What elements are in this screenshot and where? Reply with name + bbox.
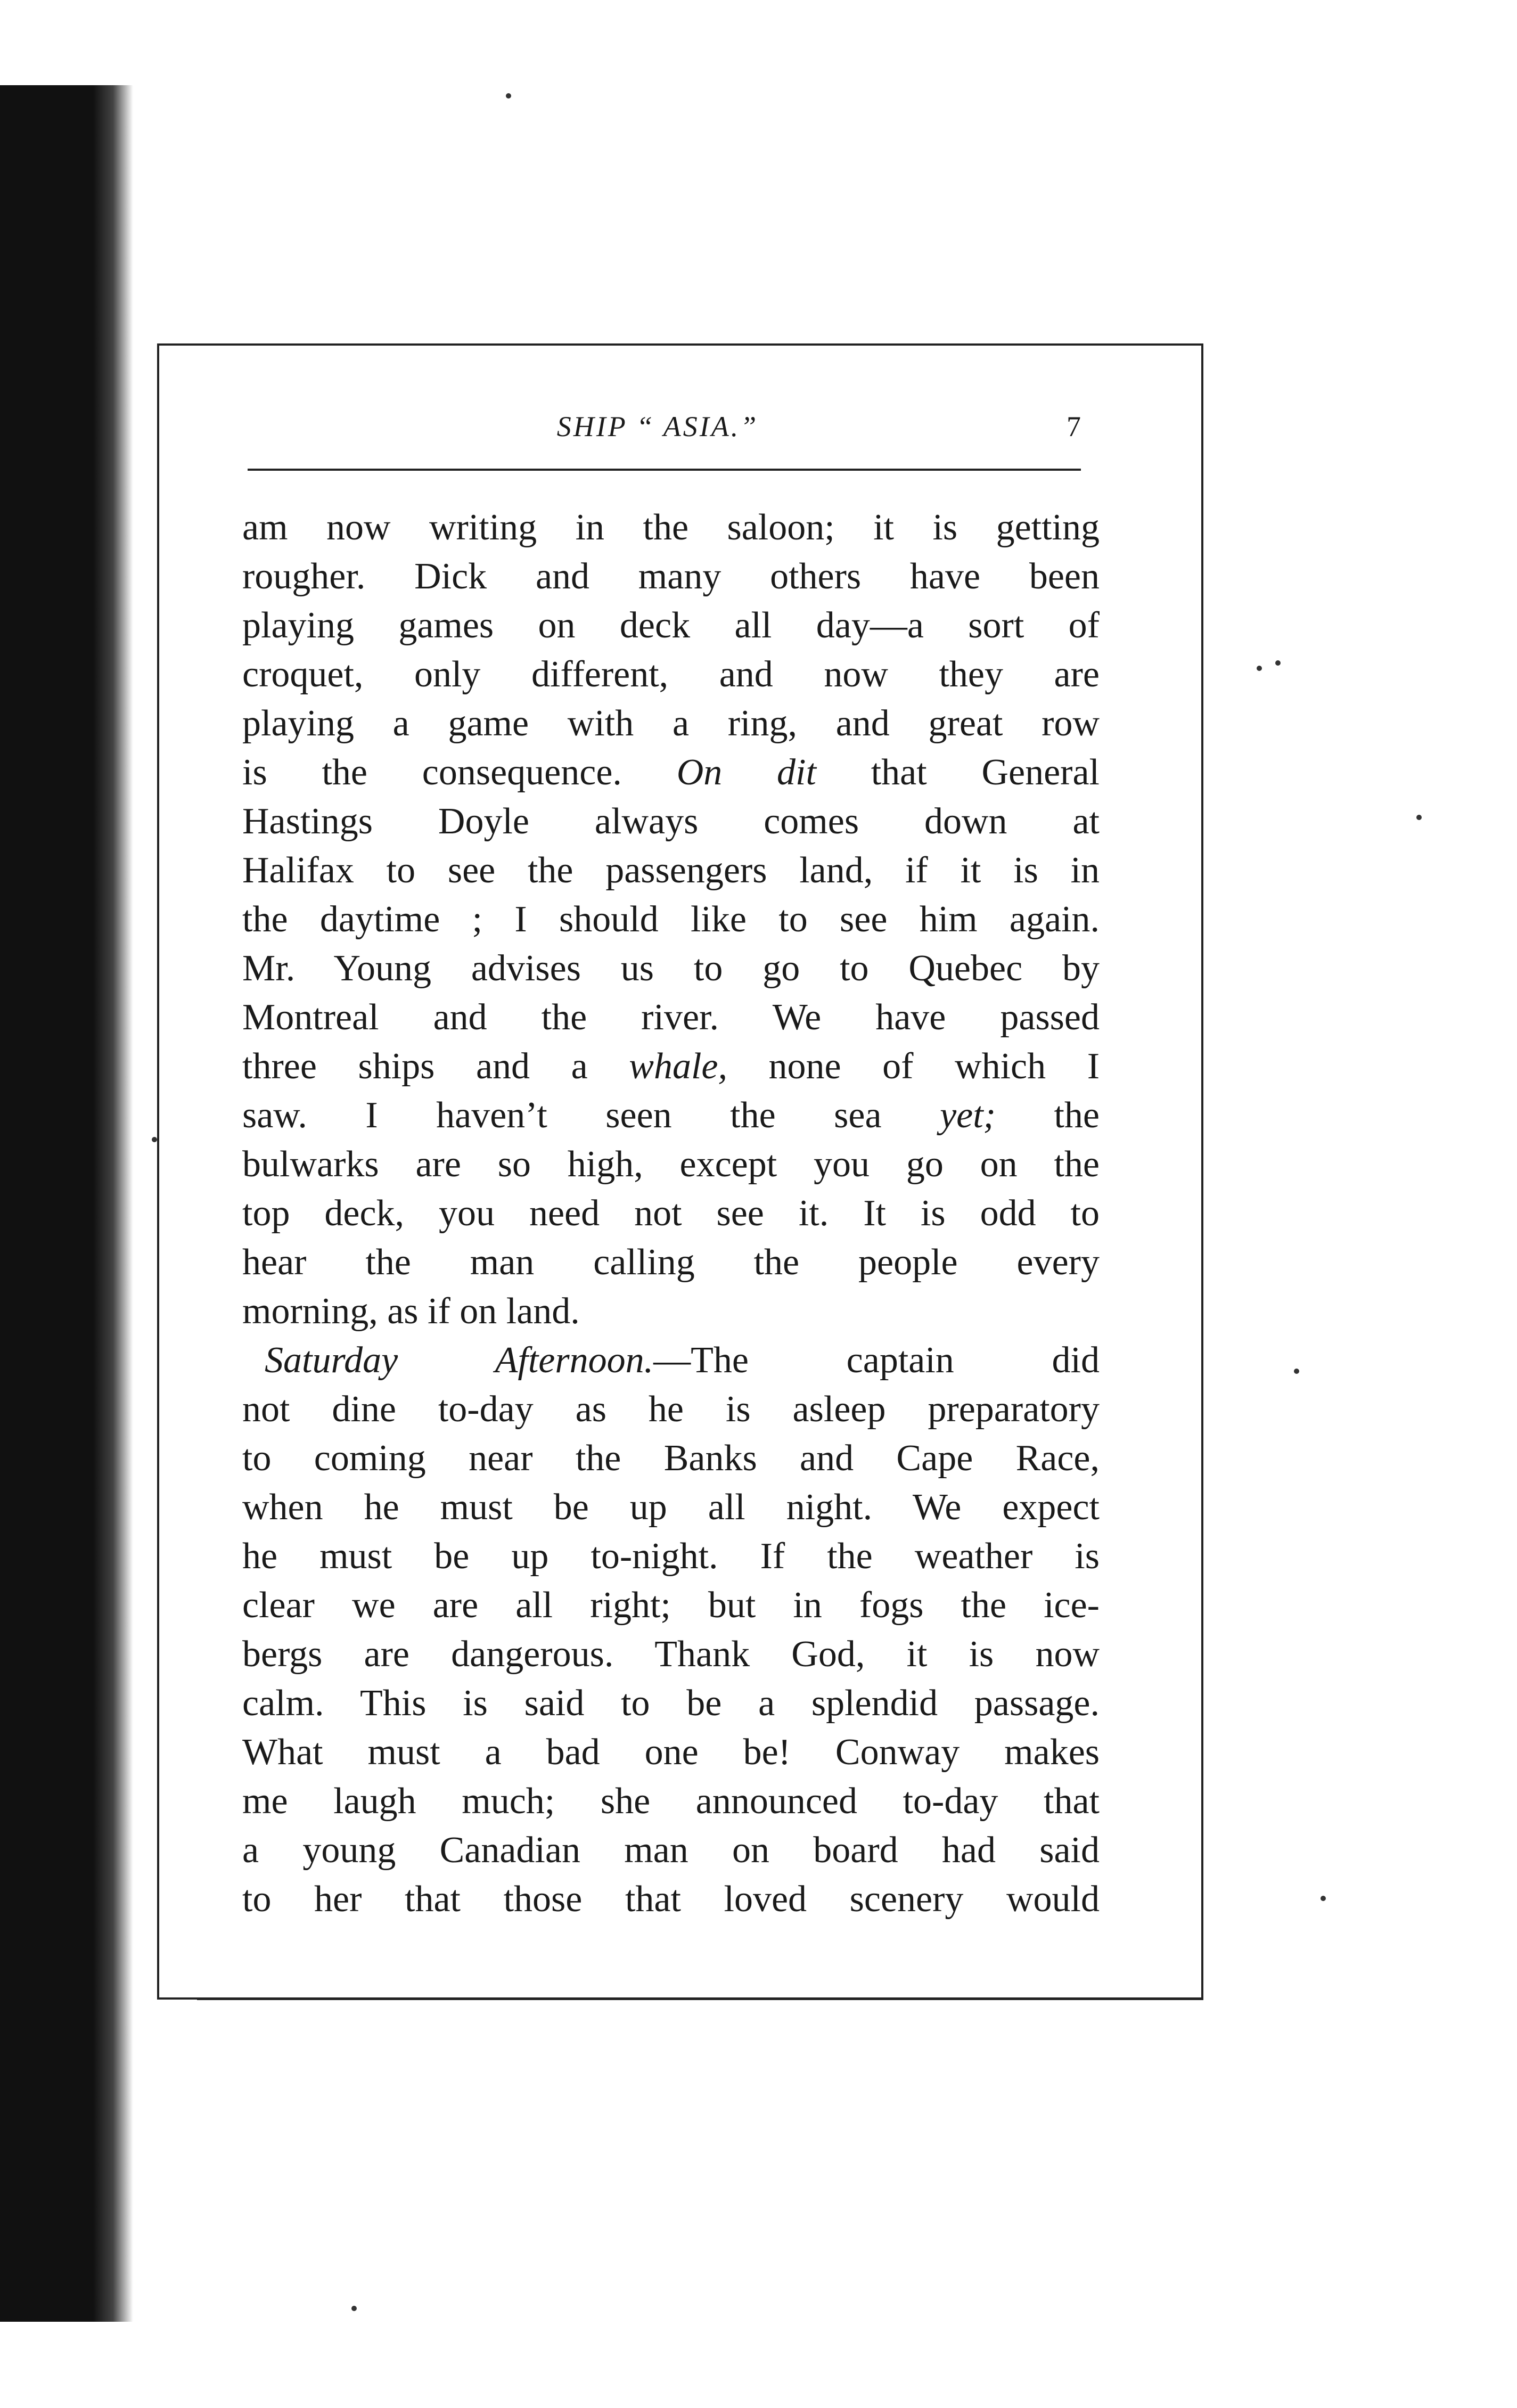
text-line: Halifax to see the passengers land, if it is in	[242, 850, 1100, 891]
speck	[1416, 815, 1422, 820]
text-line: a young Canadian man on board had said	[242, 1830, 1100, 1871]
text-line: three ships and a whale, none of which I	[242, 1046, 1100, 1087]
text-line: to coming near the Banks and Cape Race,	[242, 1438, 1100, 1479]
frame-bottom-rule	[197, 1998, 1203, 2000]
text-line: bulwarks are so high, except you go on the	[242, 1144, 1100, 1185]
speck	[1275, 660, 1281, 666]
text-line: morning, as if on land.	[242, 1291, 580, 1332]
speck	[1257, 666, 1262, 671]
text-line: Montreal and the river. We have passed	[242, 997, 1100, 1038]
speck	[506, 93, 511, 99]
text-line: clear we are all right; but in fogs the ice-	[242, 1585, 1100, 1626]
speck	[152, 1137, 157, 1142]
text-line: croquet, only different, and now they are	[242, 654, 1100, 695]
text-line: Mr. Young advises us to go to Quebec by	[242, 948, 1100, 989]
text-line: calm. This is said to be a splendid passage.	[242, 1683, 1100, 1724]
speck	[351, 2306, 357, 2311]
text-line: he must be up to-night. If the weather is	[242, 1536, 1100, 1577]
speck	[1321, 1896, 1326, 1901]
speck	[1294, 1369, 1299, 1374]
page-number: 7	[1067, 411, 1081, 443]
header-rule	[248, 469, 1081, 471]
text-line: saw. I haven’t seen the sea yet; the	[242, 1095, 1100, 1136]
text-line: Saturday Afternoon.—The captain did	[265, 1340, 1100, 1381]
page-header	[234, 410, 1081, 453]
text-line: hear the man calling the people every	[242, 1242, 1100, 1283]
text-line: is the consequence. On dit that General	[242, 752, 1100, 793]
text-line: Hastings Doyle always comes down at	[242, 801, 1100, 842]
running-head: SHIP “ ASIA.”	[556, 411, 759, 443]
text-line: not dine to-day as he is asleep preparatory	[242, 1389, 1100, 1430]
body-text	[242, 503, 1100, 1924]
text-line: when he must be up all night. We expect	[242, 1487, 1100, 1528]
text-line: bergs are dangerous. Thank God, it is now	[242, 1634, 1100, 1675]
text-line: am now writing in the saloon; it is getting	[242, 507, 1100, 548]
text-line: playing a game with a ring, and great row	[242, 703, 1100, 744]
text-line: rougher. Dick and many others have been	[242, 556, 1100, 597]
text-line: to her that those that loved scenery would	[242, 1879, 1100, 1920]
text-line: playing games on deck all day—a sort of	[242, 605, 1100, 646]
text-line: What must a bad one be! Conway makes	[242, 1732, 1100, 1773]
text-line: me laugh much; she announced to-day that	[242, 1781, 1100, 1822]
binding-edge	[0, 85, 133, 2322]
text-line: the daytime ; I should like to see him again.	[242, 899, 1100, 940]
text-line: top deck, you need not see it. It is odd to	[242, 1193, 1100, 1234]
